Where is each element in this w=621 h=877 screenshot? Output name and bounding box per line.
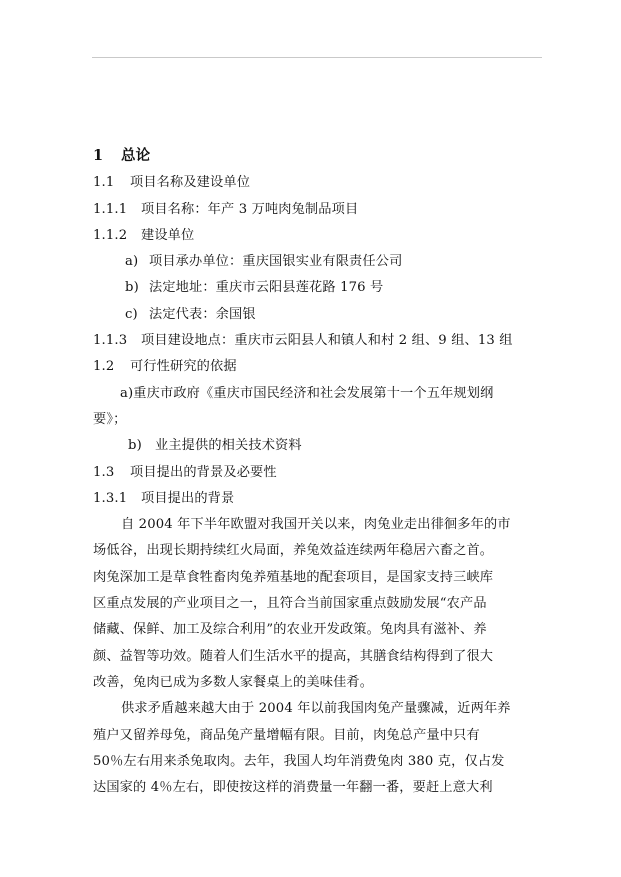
section-1-1-1 [93, 197, 541, 223]
document-body [93, 143, 541, 801]
paragraph-line: 颜、益智等功效。随着人们生活水平的提高，其膳食结构得到了很大 [93, 648, 494, 664]
section-text: 项目名称：年产 3 万吨肉兔制品项目 [141, 201, 359, 217]
section-1-3 [93, 460, 541, 486]
list-marker: b) [125, 280, 139, 296]
list-item-unit [93, 249, 541, 275]
basis-text: 要》； [93, 411, 127, 427]
paragraph-line: 殖户又留养母兔，商品兔产量增幅有限。目前，肉兔总产量中只有 [93, 727, 480, 743]
chapter-title: 总论 [121, 147, 151, 164]
section-number: 1.1 [93, 175, 115, 191]
paragraph-line: 区重点发展的产业项目之一，且符合当前国家重点鼓励发展“农产品 [93, 596, 487, 612]
section-text: 项目建设地点：重庆市云阳县人和镇人和村 2 组、9 组、13 组 [141, 333, 513, 349]
paragraph-line: 50％左右用来杀兔取肉。去年，我国人均年消费兔肉 380 克，仅占发 [93, 753, 505, 769]
paragraph-supply-demand [93, 696, 541, 801]
section-title: 可行性研究的依据 [130, 359, 237, 375]
list-text: 法定地址：重庆市云阳县莲花路 176 号 [149, 280, 384, 296]
section-number: 1.1.1 [93, 201, 128, 217]
paragraph-line: 供求矛盾越来越大由于 2004 年以前我国肉兔产量骤减，近两年养 [121, 701, 511, 717]
paragraph-line: 达国家的 4％左右，即使按这样的消费量一年翻一番，要赶上意大利 [93, 780, 493, 796]
basis-item-a [93, 381, 541, 407]
list-marker: a) [125, 254, 139, 270]
basis-item-b [93, 433, 541, 459]
section-title: 建设单位 [141, 227, 195, 243]
section-title: 项目提出的背景 [141, 490, 235, 506]
section-1-3-1 [93, 486, 541, 512]
chapter-heading [93, 143, 541, 169]
list-text: 法定代表：余国银 [149, 306, 256, 322]
section-1-1 [93, 170, 541, 196]
paragraph-line: 自 2004 年下半年欧盟对我国开关以来，肉兔业走出徘徊多年的市 [121, 517, 511, 533]
chapter-number: 1 [93, 147, 104, 164]
list-marker: c) [125, 306, 138, 322]
section-1-2 [93, 354, 541, 380]
section-number: 1.1.3 [93, 333, 128, 349]
section-number: 1.2 [93, 359, 115, 375]
paragraph-line: 场低谷，出现长期持续红火局面，养兔效益连续两年稳居六畜之首。 [93, 543, 494, 559]
basis-text: a)重庆市政府《重庆市国民经济和社会发展第十一个五年规划纲 [120, 385, 494, 401]
section-number: 1.3.1 [93, 490, 128, 506]
paragraph-line: 肉兔深加工是草食牲畜肉兔养殖基地的配套项目，是国家支持三峡库 [93, 569, 494, 585]
basis-item-a-continued [93, 407, 541, 433]
paragraph-line: 改善，兔肉已成为多数人家餐桌上的美味佳肴。 [93, 674, 374, 690]
list-text: 业主提供的相关技术资料 [155, 438, 302, 454]
section-1-1-2 [93, 223, 541, 249]
section-1-1-3 [93, 328, 541, 354]
section-number: 1.1.2 [93, 227, 128, 243]
header-rule [92, 57, 542, 58]
list-item-address [93, 275, 541, 301]
list-item-representative [93, 302, 541, 328]
section-title: 项目名称及建设单位 [130, 175, 251, 191]
paragraph-line: 储藏、保鲜、加工及综合利用”的农业开发政策。兔肉具有滋补、养 [93, 622, 487, 638]
paragraph-background [93, 512, 541, 696]
section-number: 1.3 [93, 464, 115, 480]
list-marker: b) [128, 438, 142, 454]
list-text: 项目承办单位：重庆国银实业有限责任公司 [149, 254, 403, 270]
section-title: 项目提出的背景及必要性 [130, 464, 277, 480]
